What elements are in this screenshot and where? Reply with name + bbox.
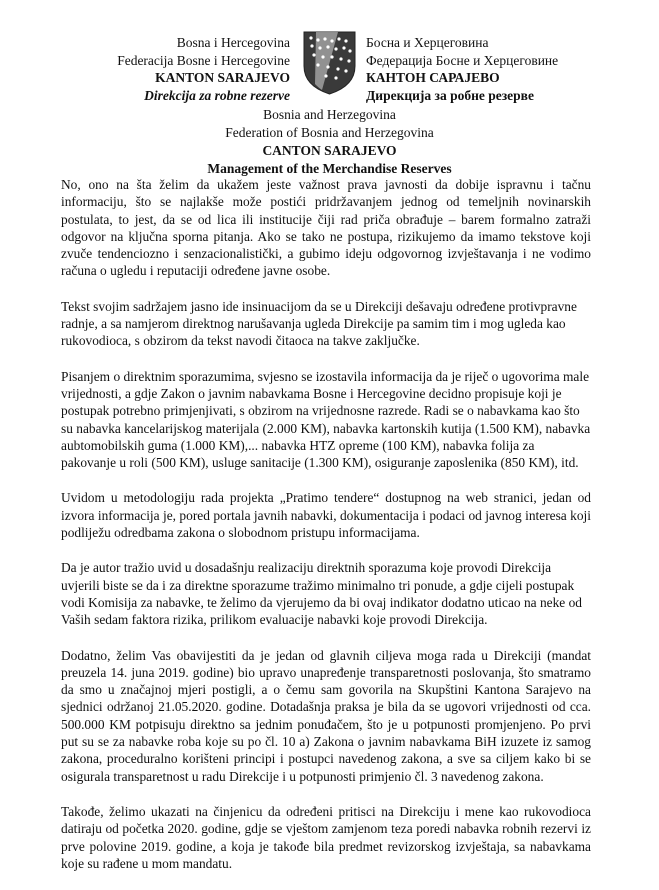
directorate-name-latin: Direkcija za robne rezerve [144, 87, 290, 103]
country-name-latin: Bosna i Hercegovina [176, 35, 290, 50]
directorate-name-cyrillic: Дирекција за робне резерве [366, 87, 534, 103]
canton-name-english: CANTON SARAJEVO [262, 143, 397, 158]
canton-name-latin: KANTON SARAJEVO [155, 70, 290, 85]
directorate-name-english: Management of the Merchandise Reserves [207, 160, 452, 176]
canton-name-cyrillic: КАНТОН САРАЈЕВО [366, 70, 500, 85]
paragraph: Pisanjem o direktnim sporazumima, svjesno se izostavila informacija da je riječ o ugovorima male vrijednosti, a gdje Zakon o javnim nabavkama Bosne i Hercegovine decidno propisuje koji je postupak potrebno primjenjivati, s obzirom na vrijednosne razrede. Radi se o nabavkama kao što su nabavka kancelarijskog materijala (2.000 KM), nabavka kartonskih kutija (1.500 KM), nabavka aubtomobilskih guma (1.000 KM),... nabavka HTZ opreme (100 KM), nabavka folija za pakovanje u roli (500 KM), usluge sanitacije (1.300 KM), osiguranje zaposlenika (850 KM), itd. [61, 368, 591, 471]
paragraph: Da je autor tražio uvid u dosadašnju realizaciju direktnih sporazuma koje provodi Direkcija uvjerili biste se da i za direktne sporazume tražimo minimalno tri ponude, a gdje cijeli postupak vodi Komisija za nabavke, te želimo da vjerujemo da bi ovaj indikator dodatno uticao na neke od Vaših sedam faktora rizika, prilikom evaluacije nabavki koje provodi Direkcija. [61, 560, 582, 628]
letterhead-latin [117, 34, 290, 104]
letterhead-cyrillic [366, 34, 558, 104]
letter-body [61, 176, 591, 890]
country-name-cyrillic: Босна и Херцеговина [366, 35, 489, 50]
paragraph: Takođe, želimo ukazati na činjenicu da određeni pritisci na Direkciju i mene kao rukovodioca datiraju od početka 2020. godine, gdje se vještom zamjenom teza poredi nabavka robnih rezervi iz prve polovine 2019. godine, a koja je takođe bila predmet revizorskog izvještaja, sa nabavkama koje su rađene u mom mandatu. [61, 803, 591, 871]
canton-crest-icon [302, 30, 357, 96]
country-name-english: Bosnia and Herzegovina [263, 107, 396, 122]
paragraph: Tekst svojim sadržajem jasno ide insinuacijom da se u Direkciji dešavaju određene protivpravne radnje, a sa namjerom direktnog narušavanja ugleda Direkcije pa samim tim i mog ugleda kao rukovodioca, s obzirom da tekst navodi čitaoca na takve zaključke. [61, 298, 577, 349]
federation-name-english: Federation of Bosnia and Herzegovina [225, 124, 434, 140]
federation-name-latin: Federacija Bosne i Hercegovine [117, 52, 290, 68]
paragraph: No, ono na šta želim da ukažem jeste važnost prava javnosti da dobije ispravnu i tačnu informaciju, što se najlakše može postići pridržavanjem jednog od temeljnih novinarskih postulata, to jest, da se od lica ili institucije čiji rad priča obrađuje – barem formalno zatraži odgovor na ključna sporna pitanja. Ako se tako ne postupa, rizikujemo da imamo tekstove koji zvuče tendenciozno i senzacionalistički, a gubimo ideju odgovornog izvještavanja i ne vodimo računa o ugledu i reputaciji određene javne osobe. [61, 177, 591, 279]
federation-name-cyrillic: Федерација Босне и Херцеговине [366, 52, 559, 68]
paragraph: Dodatno, želim Vas obavijestiti da je jedan od glavnih ciljeva moga rada u Direkciji (mandat preuzela 14. juna 2019. godine) bio upravo unapređenje transparetnosti poslovanja, što smatramo da smo u značajnoj mjeri postigli, a o čemu sam govorila na Skupštini Kantona Sarajevo na sjednici održanoj 21.05.2020. godine. Dotadašnja praksa je bila da se ugovori vrijednosti od cca. 500.000 KM potpisuju direktno sa jednim ponuđačem, što je u potpunosti promjenjeno. Po prvi put su se za nabavke roba koje su po čl. 10 a) Zakona o javnim nabavkama BiH izuzete iz samog zakona, proceduralno korišteni principi i postupci navedenog zakona, a sve sa ciljem kako bi se osigurala transparetnost u radu Direkcije i u potpunosti primjenio čl. 3 navedenog zakona. [61, 647, 591, 784]
letterhead-english [0, 106, 659, 177]
paragraph: Uvidom u metodologiju rada projekta „Pratimo tendere“ dostupnog na web stranici, jedan od izvora informacija je, pored portala javnih nabavki, dokumentacija i podaci od javnog interesa koji podliježu odredbama zakona o slobodnom pristupu informacijama. [61, 490, 591, 541]
